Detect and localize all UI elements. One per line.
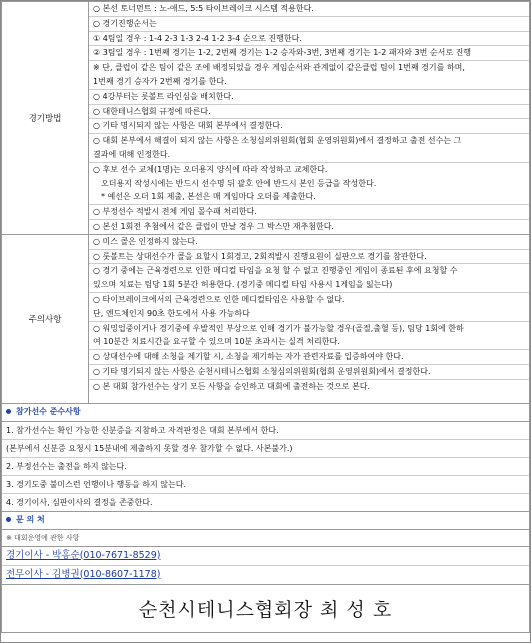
- notes-line: ○ 기타 명기되지 않는 사항은 순천시테니스협회 소청심의위원회(협회 운영위원회)에서 결정한다.: [89, 364, 529, 379]
- notes-line: ○ 본 대회 참가선수는 상기 모든 사항을 승인하고 대회에 출전하는 것으로 본다.: [89, 379, 529, 394]
- bullet-icon: [6, 517, 11, 522]
- contact-link[interactable]: 경기이사 - 박홍순(010-7671-8529): [6, 549, 161, 561]
- rules-line: ○ 기타 명시되지 않는 사항은 대회 본부에서 결정한다.: [89, 118, 529, 133]
- bullet-icon: [6, 409, 11, 414]
- notes-line: ○ 타이브레이크에서의 근육경련으로 인한 메디컬타임은 사용할 수 없다.: [89, 292, 529, 307]
- duties-line: 2. 부정선수는 출전을 하지 않는다.: [2, 457, 529, 475]
- footer-signature: 순천시테니스협회장 최 성 호: [138, 598, 393, 621]
- rules-content: [89, 2, 530, 235]
- notes-content: [89, 234, 530, 403]
- rules-line: 결과에 대해 인정한다.: [93, 149, 171, 159]
- footer-cell: [2, 584, 530, 632]
- rules-line: ※ 단, 클럽이 같은 팀이 같은 조에 배정되었을 경우 게임순서와 관계없이 같은클럽 팀이 1번째 경기를 하며,: [89, 60, 529, 75]
- rules-table: [1, 1, 530, 633]
- notes-line: 있으며 치료는 팀당 1회 5분간 허용한다. (경기중 메디컬 타임 사용시 1게임을 잃는다): [93, 280, 393, 290]
- rules-line: ○ 대한테니스협회 규정에 따른다.: [89, 104, 529, 119]
- rules-line: ○ 대회 본부에서 해결이 되지 않는 사항은 소청심의위원회(협회 운영위원회)에서 결정하고 출전 선수는 그: [89, 133, 529, 148]
- duties-heading: [2, 404, 529, 421]
- inquiry-section: [2, 511, 530, 529]
- duties-line: 3. 경기도중 불미스런 언행이나 행동을 하지 않는다.: [2, 475, 529, 493]
- duties-line: 4. 경기이사, 심판이사의 결정을 존중한다.: [2, 493, 529, 511]
- rules-line: ○ 본선 토너먼트 : 노-애드, 5:5 타이브레이크 시스템 적용한다.: [93, 4, 314, 13]
- contact-list: [2, 546, 530, 584]
- rules-line: ○ 4강부터는 롯볼트 라인심을 배치한다.: [89, 89, 529, 104]
- notes-line: ○ 상대선수에 대해 소청을 제기할 시, 소청을 제기하는 자가 관련자료를 입증하여야 한다.: [89, 349, 529, 364]
- rules-line: * 예선은 오더 1회 제출, 본선은 매 게임마다 오더를 제출한다.: [101, 192, 316, 202]
- rules-line: ○ 본선 1회전 추첨에서 같은 클럽이 만날 경우 그 박스만 재추첨한다.: [89, 219, 529, 234]
- duties-line: 1. 참가선수는 확인 가능한 신분증을 지참하고 자격판정은 대회 본부에서 한다.: [6, 425, 279, 435]
- inquiry-note: ※ 대회운영에 관한 사항: [6, 533, 80, 542]
- duties-content: [2, 421, 530, 511]
- rules-line: ② 3팀일 경우 : 1번째 경기는 1-2, 2번째 경기는 1-2 승자와-3번, 3번째 경기는 1-2 패자와 3번 순서로 진행: [89, 45, 529, 60]
- notes-line: 여 10분간 치료시간을 요구할 수 있으며 10분 초과시는 실격 처리한다.: [93, 337, 340, 347]
- duties-title: 참가선수 준수사항: [16, 406, 81, 416]
- rules-line: ① 4팀일 경우 : 1-4 2-3 1-3 2-4 1-2 3-4 순으로 진행한다.: [89, 31, 529, 46]
- inquiry-note-cell: [2, 529, 530, 546]
- rules-line: ○ 부정선수 적발시 전체 게임 몰수패 처리한다.: [89, 204, 529, 219]
- duties-section: [2, 403, 530, 421]
- notes-line: ○ 경기 중에는 근육경련으로 인한 메디컬 타임을 요청 할 수 없고 진행중인 게임이 종료된 후에 요청할 수: [89, 263, 529, 278]
- rules-line: ○ 경기진행순서는: [89, 16, 529, 31]
- contact-link[interactable]: 전무이사 - 김병권(010-8607-1178): [2, 565, 529, 584]
- inquiry-title: 문 의 처: [16, 514, 45, 524]
- notes-line: ○ 워밍업중이거나 경기중에 우발적인 부상으로 인해 경기가 불가능할 경우(골절,출혈 등), 팀당 1회에 한하: [89, 321, 529, 336]
- rules-line: 오더용지 작성시에는 반드시 선수명 뒤 괄호 안에 반드시 본인 등급을 작성한다.: [101, 178, 377, 188]
- notes-line: ○ 미스 콜은 인정하지 않는다.: [93, 236, 198, 246]
- inquiry-heading: [2, 512, 529, 529]
- notes-line: 단, 엔드체인지 90초 한도에서 사용 가능하다: [93, 308, 250, 318]
- duties-line: (본부에서 신분증 요청시 15분내에 제출하지 못할 경우 참가할 수 없다. 사본불가.): [2, 439, 529, 457]
- notes-line: ○ 룻볼트는 상대선수가 콜을 요할시 1회경고, 2회적발시 진행요원이 실판으로 경기를 참관한다.: [89, 249, 529, 264]
- rules-line: 1번째 경기 승자가 2번째 경기를 한다.: [93, 76, 227, 86]
- rules-label: 경기방법: [2, 2, 89, 235]
- rules-line: ○ 후보 선수 교체(1명)는 오더용지 양식에 따라 작성하고 교체한다.: [89, 162, 529, 177]
- notes-label: 주의사항: [2, 234, 89, 403]
